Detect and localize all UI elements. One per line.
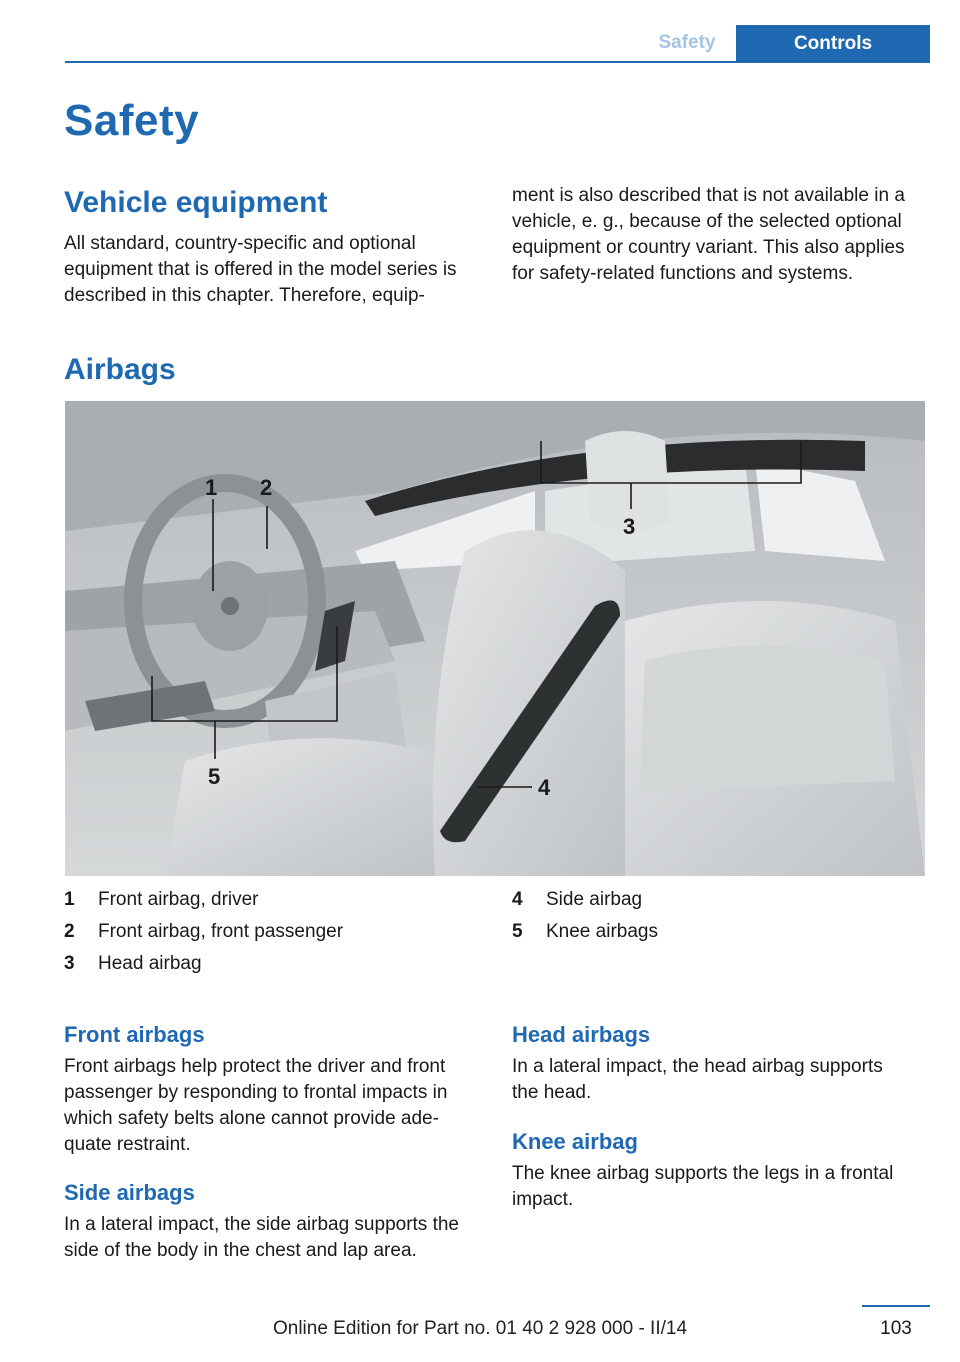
legend-item	[64, 953, 484, 985]
legend-number: 2	[64, 921, 75, 942]
text-line: In a lateral impact, the head airbag supports	[512, 1056, 883, 1077]
knee-airbag-text	[512, 1161, 893, 1213]
text-line: passenger by responding to frontal impacts in	[64, 1082, 448, 1103]
legend-label: Front airbag, driver	[98, 889, 259, 910]
vehicle-equipment-col1	[64, 231, 457, 309]
legend-number: 5	[512, 921, 523, 942]
text-line: quate restraint.	[64, 1134, 191, 1155]
legend-label: Knee airbags	[546, 921, 658, 942]
legend-label: Side airbag	[546, 889, 643, 910]
header-section-tab: Safety	[658, 32, 716, 53]
callout-5: 5	[208, 764, 221, 789]
legend-left	[64, 889, 484, 985]
page-number: 103	[880, 1318, 912, 1339]
head-airbags-heading: Head airbags	[512, 1022, 651, 1047]
legend-label: Head airbag	[98, 953, 202, 974]
text-line: vehicle, e. g., because of the selected optional	[512, 211, 902, 232]
legend-item	[64, 921, 484, 953]
footer-rule	[862, 1305, 930, 1307]
header-rule	[65, 61, 930, 63]
text-line: ment is also described that is not available in a	[512, 185, 905, 206]
airbags-heading: Airbags	[64, 353, 176, 386]
text-line: In a lateral impact, the side airbag supports the	[64, 1214, 460, 1235]
text-line: equipment that is offered in the model series is	[64, 259, 457, 280]
page-title: Safety	[64, 96, 200, 145]
legend-number: 3	[64, 953, 75, 974]
vehicle-equipment-heading: Vehicle equipment	[64, 186, 328, 219]
callout-2: 2	[260, 475, 273, 500]
text-line: described in this chapter. Therefore, equip-	[64, 285, 425, 306]
header-active-tab: Controls	[736, 25, 930, 62]
text-line: the head.	[512, 1082, 592, 1103]
legend-right	[512, 889, 930, 953]
knee-airbag-heading: Knee airbag	[512, 1129, 638, 1154]
text-line: for safety-related functions and systems.	[512, 263, 854, 284]
legend-number: 1	[64, 889, 75, 910]
legend-item	[512, 889, 930, 921]
legend-item	[512, 921, 930, 953]
legend-item	[64, 889, 484, 921]
front-airbags-heading: Front airbags	[64, 1022, 205, 1047]
text-line: Front airbags help protect the driver and front	[64, 1056, 446, 1077]
callout-4: 4	[538, 775, 551, 800]
edition-footer: Online Edition for Part no. 01 40 2 928 000 - II/14	[272, 1318, 688, 1339]
text-line: side of the body in the chest and lap area.	[64, 1240, 417, 1261]
airbag-locations-illustration	[65, 401, 925, 876]
text-line: The knee airbag supports the legs in a frontal	[512, 1163, 894, 1184]
text-line: impact.	[512, 1189, 574, 1210]
callout-1: 1	[205, 475, 218, 500]
head-airbags-text	[512, 1054, 883, 1106]
legend-number: 4	[512, 889, 523, 910]
legend-label: Front airbag, front passenger	[98, 921, 344, 942]
callout-3: 3	[623, 514, 636, 539]
vehicle-equipment-col2	[512, 183, 905, 287]
text-line: equipment or country variant. This also applies	[512, 237, 905, 258]
text-line: All standard, country-specific and optional	[64, 233, 416, 254]
side-airbags-text	[64, 1212, 459, 1264]
side-airbags-heading: Side airbags	[64, 1180, 195, 1205]
front-airbags-text	[64, 1054, 447, 1158]
text-line: which safety belts alone cannot provide ade-	[64, 1108, 439, 1129]
